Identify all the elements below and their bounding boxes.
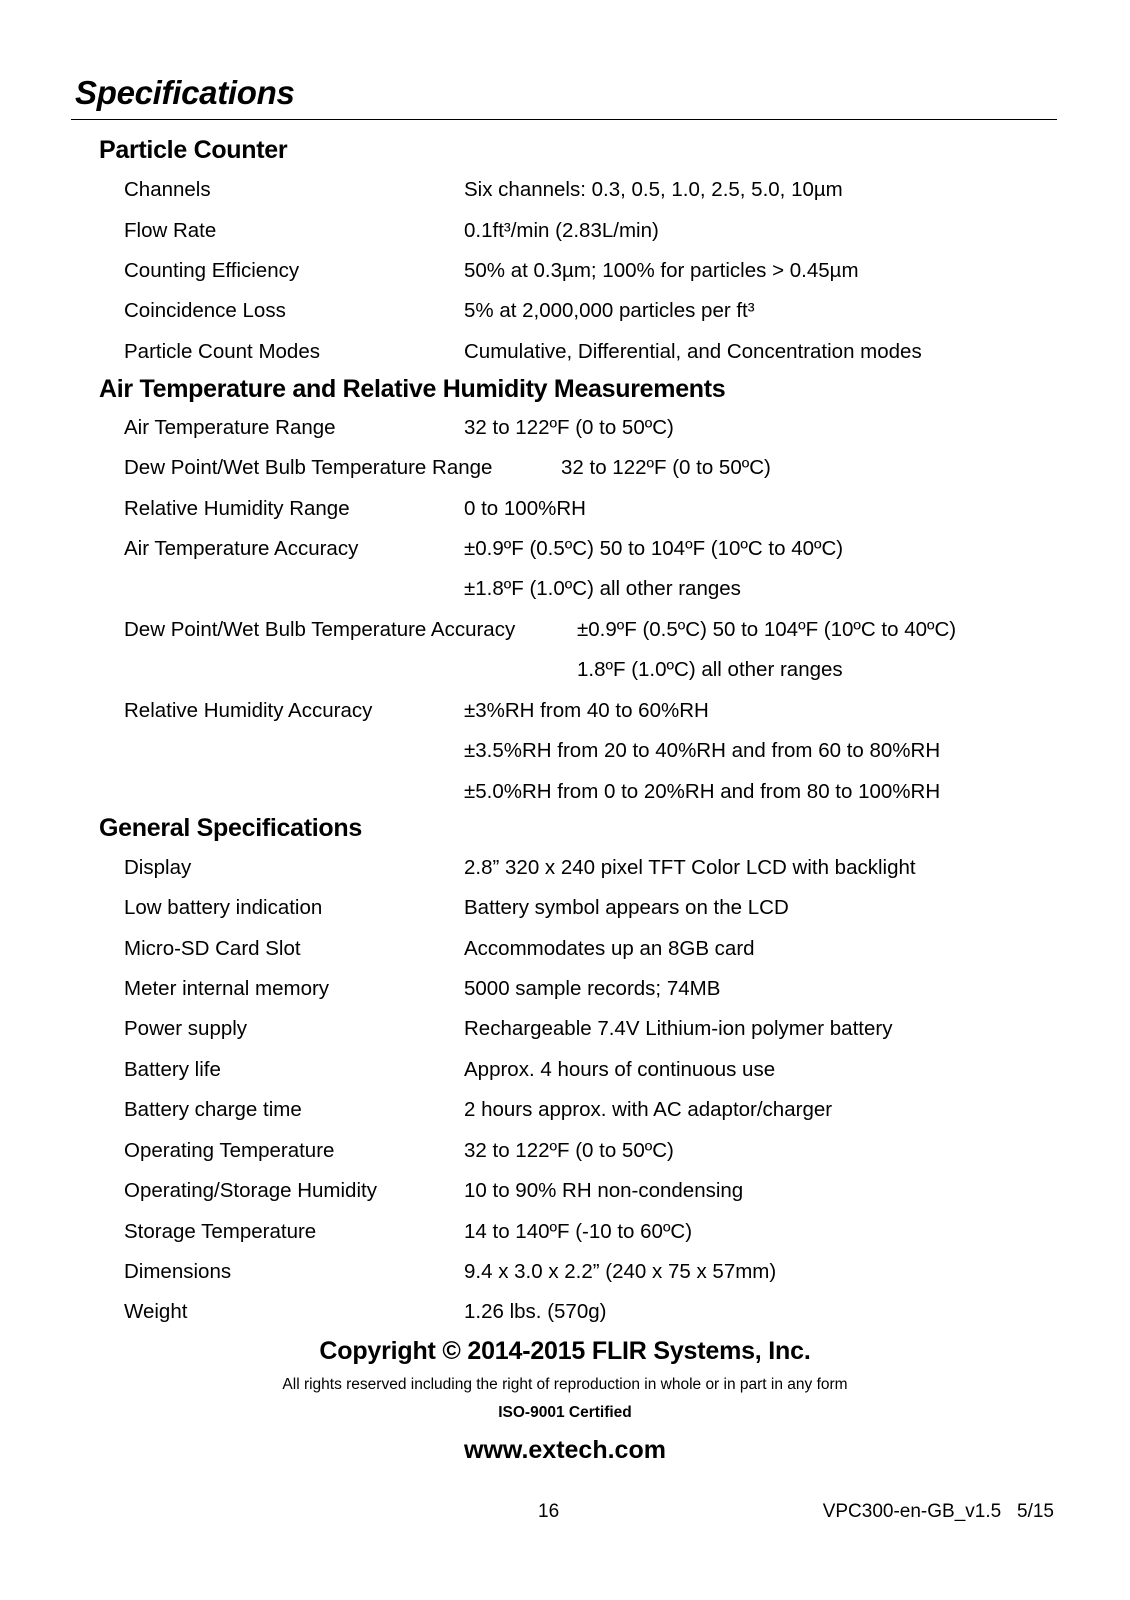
spec-label: Meter internal memory xyxy=(124,977,330,1000)
spec-value: 50% at 0.3µm; 100% for particles > 0.45µm xyxy=(464,259,859,282)
spec-label: Relative Humidity Range xyxy=(124,497,350,520)
spec-value: ±0.9ºF (0.5ºC) 50 to 104ºF (10ºC to 40ºC) xyxy=(577,618,957,641)
spec-label: Air Temperature Accuracy xyxy=(124,537,359,560)
spec-label: Coincidence Loss xyxy=(124,299,286,322)
page-number: 16 xyxy=(538,1501,560,1522)
title-underline xyxy=(71,119,1057,120)
document-code: VPC300-en-GB_v1.5 5/15 xyxy=(822,1501,1054,1522)
spec-label: Low battery indication xyxy=(124,896,323,919)
spec-value: Approx. 4 hours of continuous use xyxy=(464,1058,776,1081)
spec-value: 9.4 x 3.0 x 2.2” (240 x 75 x 57mm) xyxy=(464,1260,777,1283)
spec-value: 1.26 lbs. (570g) xyxy=(464,1300,607,1323)
spec-label: Dew Point/Wet Bulb Temperature Accuracy xyxy=(124,618,516,641)
spec-value: 32 to 122ºF (0 to 50ºC) xyxy=(561,456,771,479)
section-heading-air-temp-rh: Air Temperature and Relative Humidity Measurements xyxy=(99,375,726,403)
spec-value: 5000 sample records; 74MB xyxy=(464,977,721,1000)
spec-value: Cumulative, Differential, and Concentration modes xyxy=(464,340,922,363)
spec-label: Relative Humidity Accuracy xyxy=(124,699,373,722)
section-heading-general: General Specifications xyxy=(99,814,362,842)
spec-value: Six channels: 0.3, 0.5, 1.0, 2.5, 5.0, 10µm xyxy=(464,178,843,201)
spec-value: 0.1ft³/min (2.83L/min) xyxy=(464,219,659,242)
spec-label: Dew Point/Wet Bulb Temperature Range xyxy=(124,456,493,479)
spec-label: Storage Temperature xyxy=(124,1220,317,1243)
copyright-notice: Copyright © 2014-2015 FLIR Systems, Inc. xyxy=(319,1337,811,1365)
spec-value: Rechargeable 7.4V Lithium-ion polymer battery xyxy=(464,1017,893,1040)
spec-value: 0 to 100%RH xyxy=(464,497,586,520)
rights-statement: All rights reserved including the right of reproduction in whole or in part in any form xyxy=(282,1376,848,1393)
spec-label: Dimensions xyxy=(124,1260,232,1283)
spec-value: 32 to 122ºF (0 to 50ºC) xyxy=(464,416,674,439)
website-url: www.extech.com xyxy=(464,1436,666,1464)
spec-value: 2 hours approx. with AC adaptor/charger xyxy=(464,1098,833,1121)
spec-value: ±3%RH from 40 to 60%RH xyxy=(464,699,709,722)
spec-label: Channels xyxy=(124,178,211,201)
section-heading-particle-counter: Particle Counter xyxy=(99,136,288,164)
spec-label: Flow Rate xyxy=(124,219,217,242)
spec-value: Battery symbol appears on the LCD xyxy=(464,896,789,919)
spec-label: Air Temperature Range xyxy=(124,416,336,439)
spec-value-continued: 1.8ºF (1.0ºC) all other ranges xyxy=(577,658,843,681)
spec-label: Display xyxy=(124,856,192,879)
iso-certification: ISO-9001 Certified xyxy=(498,1404,632,1421)
spec-label: Counting Efficiency xyxy=(124,259,300,282)
spec-value-continued: ±1.8ºF (1.0ºC) all other ranges xyxy=(464,577,741,600)
spec-value: 2.8” 320 x 240 pixel TFT Color LCD with backlight xyxy=(464,856,916,879)
spec-value: 10 to 90% RH non-condensing xyxy=(464,1179,744,1202)
spec-label: Operating/Storage Humidity xyxy=(124,1179,377,1202)
spec-label: Weight xyxy=(124,1300,188,1323)
spec-label: Operating Temperature xyxy=(124,1139,335,1162)
spec-value: 5% at 2,000,000 particles per ft³ xyxy=(464,299,755,322)
spec-label: Micro-SD Card Slot xyxy=(124,937,301,960)
spec-value: 14 to 140ºF (-10 to 60ºC) xyxy=(464,1220,693,1243)
spec-label: Battery life xyxy=(124,1058,221,1081)
spec-value: 32 to 122ºF (0 to 50ºC) xyxy=(464,1139,674,1162)
spec-label: Power supply xyxy=(124,1017,248,1040)
spec-label: Particle Count Modes xyxy=(124,340,320,363)
spec-value: Accommodates up an 8GB card xyxy=(464,937,755,960)
spec-value: ±0.9ºF (0.5ºC) 50 to 104ºF (10ºC to 40ºC) xyxy=(464,537,844,560)
spec-value-continued: ±5.0%RH from 0 to 20%RH and from 80 to 100%RH xyxy=(464,780,941,803)
spec-label: Battery charge time xyxy=(124,1098,302,1121)
page-title: Specifications xyxy=(75,74,295,111)
spec-value-continued: ±3.5%RH from 20 to 40%RH and from 60 to 80%RH xyxy=(464,739,941,762)
